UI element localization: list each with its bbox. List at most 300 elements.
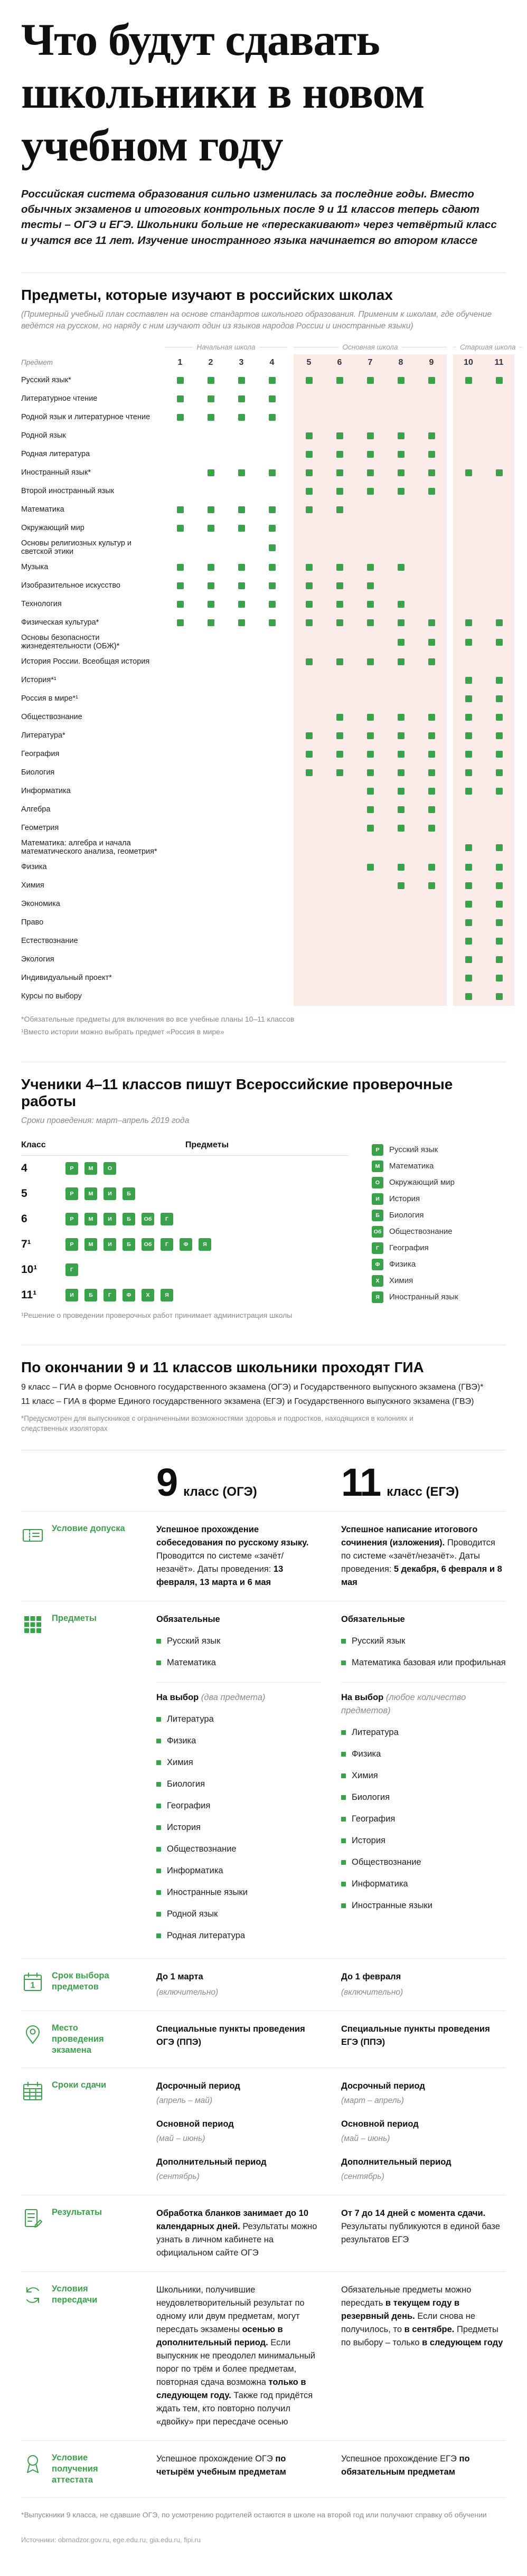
vpr-subject-icons [65,1238,349,1251]
gia-header-9 [156,1460,321,1504]
grade-cell [453,537,484,558]
grade-cell [484,819,514,837]
phys-subject-icon: Ф [372,1259,383,1270]
text-plain: Результаты публикуются в единой базе результатов ЕГЭ [341,2221,500,2244]
grade-marker [496,901,503,908]
grade-cell [416,671,447,690]
bullet-square [156,1782,161,1787]
subject-item-label: Обществознание [352,1857,421,1867]
gia-subjects-9 [156,1613,321,1947]
grade-cell [324,482,355,501]
grade-cell [226,913,257,932]
grade-marker [496,993,503,1000]
grade-cell [355,782,385,800]
curriculum-row [21,614,506,632]
grade-cell [453,969,484,987]
vpr-row [21,1181,349,1206]
grade-cell [226,969,257,987]
subject-label: Обществознание [21,712,82,721]
legend-label: География [389,1243,429,1253]
optional-list-9 [156,1709,321,1947]
grade-marker [496,938,503,945]
grade-cell [484,837,514,858]
grade-cell [165,614,195,632]
grade-cell [165,745,195,763]
grade-cell [484,390,514,408]
grade-cell [385,745,416,763]
legend-label: Иностранный язык [389,1292,458,1302]
gia-periods-9 [156,2080,321,2183]
exam-period [156,2080,321,2107]
vpr-class-number: 10¹ [21,1263,37,1276]
curriculum-row [21,876,506,895]
required-list-9 [156,1630,321,1674]
soc-subject-icon: Об [142,1238,154,1251]
grade-cell [257,371,287,390]
grade-marker [269,506,276,513]
grade-cell [355,558,385,577]
deadline-11-value: До 1 февраля [341,1971,401,1981]
grade-marker [177,395,184,402]
exam-period [341,2156,506,2183]
curriculum-row [21,371,506,390]
grade-cell [385,726,416,745]
grade-cell [195,537,226,558]
grade-marker [208,506,214,513]
grade-cell [165,577,195,595]
subject-item [156,1838,321,1860]
grade-cell [257,595,287,614]
grade-cell [294,987,324,1006]
grade-cell [226,782,257,800]
grade-cell [453,558,484,577]
grade-cell [324,501,355,519]
grade-cell [294,708,324,726]
legend-item [372,1210,458,1221]
grade-cell [453,501,484,519]
grade-number: 8 [398,357,403,367]
grade-cell [294,519,324,537]
hist-subject-icon: И [103,1238,116,1251]
grade-marker [336,488,343,495]
subject-item [156,1709,321,1730]
grade-marker [238,525,245,532]
grade-marker [428,825,435,832]
grade-cell [226,800,257,819]
grade-cell [453,653,484,671]
grade-marker [496,677,503,684]
grade-marker [496,788,503,795]
curriculum-row [21,690,506,708]
grade-marker [465,975,472,982]
exam-period-dates: (сентябрь) [156,2172,200,2181]
grade-cell [385,595,416,614]
subject-label: Иностранный язык* [21,468,91,477]
divider [341,1682,506,1683]
grade-marker [336,732,343,739]
grade-cell [324,595,355,614]
grade-cell [294,371,324,390]
grade-cell [416,537,447,558]
grade-cell [165,390,195,408]
text-plain: Если снова не получилось, то [341,2311,476,2334]
grade-cell [257,501,287,519]
grade-cell [226,408,257,427]
grade-cell [453,408,484,427]
subject-item-label: Химия [167,1757,193,1767]
grade-cell [416,800,447,819]
grade-cell [385,858,416,876]
grade-cell [416,950,447,969]
curriculum-row [21,577,506,595]
grade-marker [177,601,184,608]
gia-header-11-label: класс (ЕГЭ) [387,1484,459,1499]
bio-subject-icon: Б [123,1213,135,1225]
grade-cell [294,969,324,987]
curriculum-footnote-2: ¹Вместо истории можно выбрать предмет «Россия в мире» [21,1027,224,1036]
grade-marker [398,751,404,758]
grade-marker [177,377,184,384]
grade-marker [208,619,214,626]
rus-subject-icon: Р [65,1238,78,1251]
grade-cell [195,519,226,537]
geo-subject-icon: Г [161,1238,173,1251]
curriculum-row [21,519,506,537]
vpr-footnote: ¹Решение о проведении проверочных работ принимает администрация школы [21,1310,293,1319]
grade-marker [465,919,472,926]
grade-cell [385,464,416,482]
subject-label: География [21,749,60,758]
grade-cell [324,763,355,782]
grade-number: 1 [177,357,183,367]
subject-label: История*¹ [21,675,57,684]
grade-cell [416,653,447,671]
grade-cell [453,895,484,913]
gia-header-11 [341,1460,506,1504]
grade-cell [195,913,226,932]
grade-marker [428,732,435,739]
grade-cell [257,671,287,690]
vpr-table [21,1135,349,1308]
legend-item [372,1177,458,1188]
calendar-grid-icon [21,2080,44,2103]
text-bold: в текущем году в резервный день. [341,2298,460,2321]
gia-row-admission-label [21,1523,136,1589]
grid-icon [21,1613,44,1636]
subject-label: Экология [21,955,54,964]
gia-deadline-11 [341,1970,506,1999]
subject-item [341,1830,506,1852]
gia-venue-11 [341,2023,506,2056]
subject-item [341,1743,506,1765]
grade-cell [257,745,287,763]
subject-label: Родной язык и литературное чтение [21,412,150,421]
text-plain: Если выпускник не преодолел минимальный порог по трём и более предметам, повторная сдача возможна [156,2337,315,2387]
grade-cell [257,858,287,876]
grade-cell [385,577,416,595]
curriculum-row [21,427,506,445]
vpr-layout [21,1135,506,1308]
grade-marker [306,451,313,458]
subject-item [156,1882,321,1903]
hist-subject-icon: И [372,1193,383,1205]
grade-marker [428,788,435,795]
grade-cell [453,595,484,614]
gia-row-results-title: Результаты [52,2207,102,2217]
gia-row-results [21,2195,506,2271]
curriculum-row [21,558,506,577]
grade-cell [257,708,287,726]
vpr-row [21,1156,349,1181]
grade-cell [355,595,385,614]
curriculum-table [21,341,516,1006]
grade-cell [294,427,324,445]
subject-item [341,1852,506,1873]
grade-cell [294,408,324,427]
legend-item [372,1160,458,1172]
exam-period-name: Основной период [341,2119,419,2129]
gia-certificate-11 [341,2452,506,2486]
grade-cell [195,708,226,726]
text-bold: Обработка бланков занимает до 10 календарных дней. [156,2208,309,2231]
text-plain: Школьники, получившие неудовлетворительный результат по одному или двум предметам, могут пересдать экзамены [156,2285,305,2334]
grade-cell [257,876,287,895]
grade-marker [367,564,374,571]
bullet-square [156,1847,161,1852]
grade-marker [428,751,435,758]
grade-cell [355,819,385,837]
subject-item-label: История [167,1822,201,1832]
grade-cell [226,726,257,745]
grade-cell [355,408,385,427]
gia-row-periods [21,2068,506,2195]
subject-item [156,1752,321,1773]
text-bold: Успешное прохождение собеседования по русскому языку. [156,1524,309,1548]
grade-cell [324,858,355,876]
subject-item [156,1630,321,1652]
grade-cell [294,782,324,800]
subject-label: Экономика [21,899,60,908]
subject-item-label: Литература [167,1714,214,1724]
grade-marker [177,619,184,626]
grade-cell [453,800,484,819]
page-title-line-2: школьники в новом [21,67,425,118]
grade-cell [195,876,226,895]
vpr-subheading: Сроки проведения: март–апрель 2019 года [21,1116,190,1125]
grade-cell [484,726,514,745]
grade-cell [416,969,447,987]
grade-cell [385,482,416,501]
grade-cell [226,614,257,632]
grade-cell [416,782,447,800]
curriculum-row [21,390,506,408]
grade-cell [165,427,195,445]
grade-cell [294,595,324,614]
bullet-square [341,1795,346,1800]
curriculum-heading: Предметы, которые изучают в российских школах [21,286,393,303]
grade-marker [269,395,276,402]
grade-cell [324,558,355,577]
required-title-9: Обязательные [156,1614,220,1624]
grade-marker [306,732,313,739]
curriculum-section [21,272,516,1037]
grade-cell [385,950,416,969]
grade-cell [324,390,355,408]
grade-cell [355,708,385,726]
grade-cell [484,371,514,390]
grade-marker [465,956,472,963]
grade-cell [484,708,514,726]
legend-item [372,1275,458,1287]
gia-row-venue-label [21,2023,136,2056]
grade-marker [336,506,343,513]
grade-marker [496,956,503,963]
curriculum-row [21,782,506,800]
grade-cell [226,445,257,464]
grade-cell [385,671,416,690]
grade-marker [367,751,374,758]
curriculum-subheading: (Примерный учебный план составлен на основе стандартов школьного образования. Применим к школам, где обучение ведётся на русском, но наряду с ним изучают один из языков народов России и иностранные языки) [21,309,492,331]
curriculum-row [21,726,506,745]
math-subject-icon: М [84,1187,97,1200]
grade-cell [165,595,195,614]
grade-cell [416,763,447,782]
grade-cell [294,763,324,782]
exam-period-name: Дополнительный период [156,2157,267,2167]
text-plain: Успешное прохождение ЕГЭ [341,2454,459,2464]
subject-label: Второй иностранный язык [21,486,115,495]
grade-cell [484,987,514,1006]
grade-cell [195,895,226,913]
grade-cell [257,558,287,577]
grade-cell [257,408,287,427]
grade-cell [355,895,385,913]
subject-label: Окружающий мир [21,523,84,532]
grade-cell [416,371,447,390]
grade-marker [367,619,374,626]
optional-title-9 [156,1691,321,1704]
subject-label: Технология [21,599,62,608]
grade-cell [226,987,257,1006]
grade-cell [294,671,324,690]
gia-certificate-9 [156,2452,321,2486]
text-bold: 13 февраля, 13 марта и 6 мая [156,1564,284,1587]
curriculum-row [21,837,506,858]
grade-cell [257,632,287,653]
hist-subject-icon: И [103,1213,116,1225]
grade-marker [496,751,503,758]
grade-cell [416,614,447,632]
curriculum-group-labels [21,341,516,354]
rus-subject-icon: Р [65,1213,78,1225]
grade-cell [226,482,257,501]
grade-cell [165,632,195,653]
grade-cell [324,577,355,595]
grade-cell [195,969,226,987]
page-title [21,14,506,172]
curriculum-subject-column-header: Предмет [21,358,53,367]
sources-line: Источники: obrnadzor.gov.ru, ege.edu.ru, gia.edu.ru, fipi.ru [21,2536,201,2544]
grade-cell [257,614,287,632]
bullet-square [341,1817,346,1822]
curriculum-row [21,445,506,464]
grade-cell [385,537,416,558]
subject-item [341,1895,506,1917]
exam-period [341,2080,506,2107]
chem-subject-icon: Х [372,1275,383,1287]
grade-marker [336,432,343,439]
grade-number: 2 [208,357,213,367]
grade-cell [165,987,195,1006]
grade-marker [428,658,435,665]
subject-label: Математика: алгебра и начала математического анализа, геометрия* [21,838,157,856]
vpr-class-number: 6 [21,1212,27,1225]
text-bold: в сентябре. [404,2324,455,2334]
grade-cell [484,464,514,482]
math-subject-icon: М [372,1160,383,1172]
grade-marker [398,488,404,495]
grade-marker [465,695,472,702]
grade-cell [484,950,514,969]
page-title-line-3: учебном году [21,119,283,171]
grade-cell [294,932,324,950]
grade-marker [465,993,472,1000]
gia-header-11-number: 11 [341,1460,381,1504]
grade-cell [484,671,514,690]
gia-header-9-number: 9 [156,1460,177,1504]
grade-cell [324,782,355,800]
grade-cell [484,876,514,895]
grade-marker [306,377,313,384]
grade-cell [226,371,257,390]
vpr-subject-icons [65,1162,349,1175]
medal-icon [21,2452,44,2476]
grade-marker [177,414,184,421]
curriculum-row [21,595,506,614]
grade-cell [165,482,195,501]
grade-cell [453,932,484,950]
grade-cell [355,577,385,595]
chem-subject-icon: Х [142,1289,154,1301]
grade-cell [324,969,355,987]
grade-marker [465,938,472,945]
grade-cell [257,537,287,558]
grade-marker [177,506,184,513]
subject-item [341,1652,506,1674]
grade-cell [226,501,257,519]
vpr-subject-icons [65,1289,349,1301]
grade-cell [385,653,416,671]
geo-subject-icon: Г [372,1242,383,1254]
grade-marker [306,658,313,665]
legend-label: Математика [389,1162,434,1171]
grade-cell [195,482,226,501]
subject-label: Физическая культура* [21,618,99,627]
bullet-square [156,1739,161,1743]
grade-cell [294,464,324,482]
grade-cell [294,390,324,408]
grade-cell [294,558,324,577]
grade-cell [416,932,447,950]
grade-cell [324,837,355,858]
grade-cell [324,537,355,558]
subject-item-label: География [167,1800,211,1810]
grade-marker [398,639,404,646]
grade-number: 10 [464,357,473,367]
grade-cell [416,464,447,482]
grade-cell [453,819,484,837]
exam-period-dates: (май – июнь) [156,2134,205,2143]
